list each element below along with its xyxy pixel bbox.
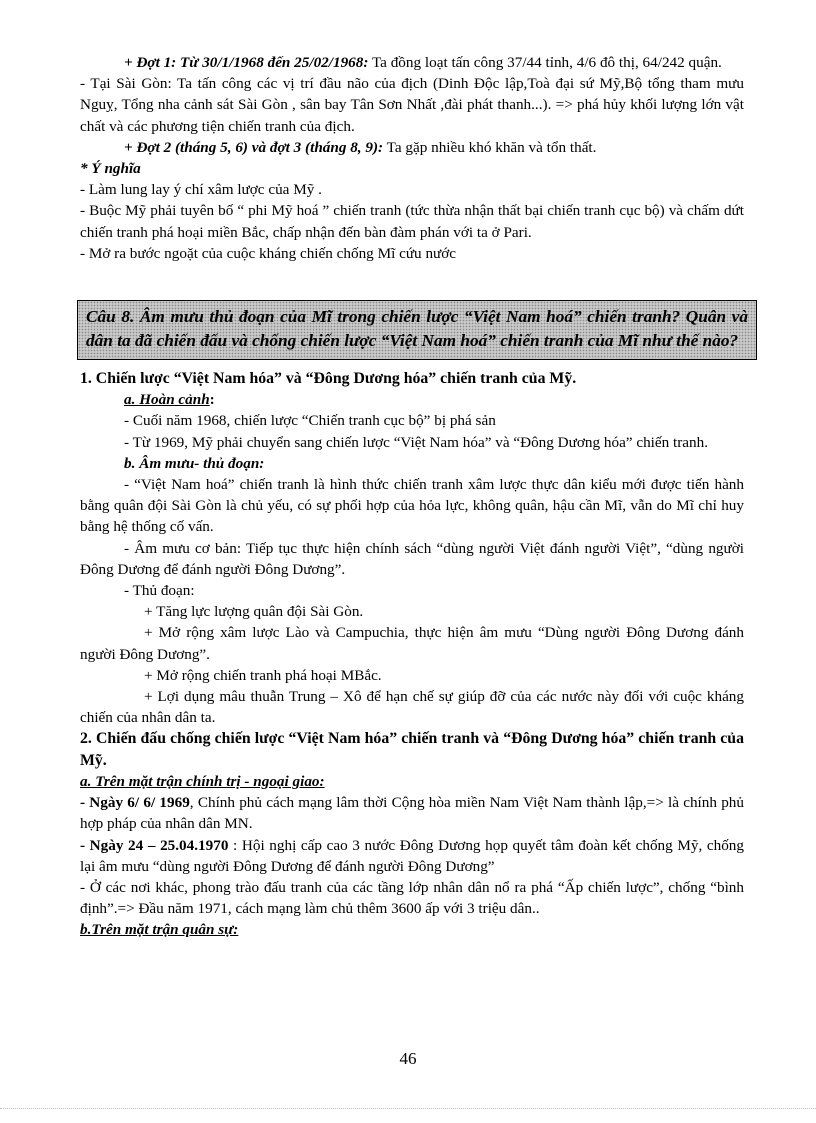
section-1a-colon: : <box>209 391 215 409</box>
y-nghia-heading: * Ý nghĩa <box>80 160 141 178</box>
event-1970-text: : Hội nghị cấp cao 3 nước Đông Dương họp quyết tâm đoàn kết chống Mỹ, chống lại âm mưu “dùng người Đông Dương để đánh người Đông Dương” <box>80 836 744 875</box>
dot-2-3-paragraph <box>80 137 744 158</box>
thu-doan-item: + Tăng lực lượng quân đội Sài Gòn. <box>144 603 364 621</box>
hoan-canh-item: - Từ 1969, Mỹ phải chuyển sang chiến lược “Việt Nam hóa” và “Đông Dương hóa” chiến tranh. <box>124 433 709 451</box>
thu-doan-item: + Mở rộng chiến tranh phá hoại MBắc. <box>144 666 382 684</box>
section-2a-heading: a. Trên mặt trận chính trị - ngoại giao: <box>80 772 325 790</box>
dot-2-3-label: + Đợt 2 (tháng 5, 6) và đợt 3 (tháng 8, 9): <box>124 138 384 156</box>
section-1a-heading <box>80 389 744 410</box>
page-break-line <box>0 1108 816 1109</box>
hoan-canh-item: - Cuối năm 1968, chiến lược “Chiến tranh cục bộ” bị phá sản <box>124 412 496 430</box>
viet-nam-hoa-definition: - “Việt Nam hoá” chiến tranh là hình thức chiến tranh xâm lược thực dân kiểu mới được tiến hành bằng quân đội Sài Gòn là chủ yếu, có sự phối hợp của hỏa lực, không quân, hậu cần Mĩ, vẫn do Mĩ chỉ huy bằng hệ thống cố vấn. <box>80 476 744 536</box>
thu-doan-label: - Thủ đoạn: <box>124 582 195 600</box>
event-1969-date: - Ngày 6/ 6/ 1969 <box>80 794 190 812</box>
section-2-heading: 2. Chiến đấu chống chiến lược “Việt Nam hóa” chiến tranh và “Đông Dương hóa” chiến tranh của Mỹ. <box>80 730 744 769</box>
page-number: 46 <box>399 1049 417 1068</box>
event-1969-text: , Chính phủ cách mạng lâm thời Cộng hòa miền Nam Việt Nam thành lập,=> là chính phủ hợp pháp của nhân dân MN. <box>80 794 744 833</box>
am-muu-co-ban: - Âm mưu cơ bản: Tiếp tục thực hiện chính sách “dùng người Việt đánh người Việt”, “dùng người Đông Dương để đánh người Đông Dương”. <box>80 539 744 578</box>
dot-1-text: Ta đồng loạt tấn công 37/44 tỉnh, 4/6 đô thị, 64/242 quận. <box>368 54 722 71</box>
question-box: Câu 8. Âm mưu thủ đoạn của Mĩ trong chiến lược “Việt Nam hoá” chiến tranh? Quân và dân ta đã chiến đấu và chống chiến lược “Việt Nam hoá” chiến tranh của Mĩ như thế nào? <box>77 300 757 360</box>
y-nghia-item: - Làm lung lay ý chí xâm lược của Mỹ . <box>80 181 322 199</box>
section-2b-heading: b.Trên mặt trận quân sự: <box>80 921 239 939</box>
event-1970 <box>80 835 744 877</box>
page-content <box>80 52 748 941</box>
section-1a-title: a. Hoàn cảnh <box>124 391 210 409</box>
section-1-heading: 1. Chiến lược “Việt Nam hóa” và “Đông Dương hóa” chiến tranh của Mỹ. <box>80 370 577 388</box>
spacer <box>80 264 744 294</box>
y-nghia-item: - Buộc Mỹ phải tuyên bố “ phi Mỹ hoá ” chiến tranh (tức thừa nhận thất bại chiến tranh cục bộ) và chấm dứt chiến tranh phá hoại miền Bắc, chấp nhận đến bàn đàm phán với ta ở Pari. <box>80 202 744 241</box>
event-1969 <box>80 792 744 834</box>
dot-2-3-text: Ta gặp nhiều khó khăn và tổn thất. <box>383 138 597 156</box>
thu-doan-item: + Mở rộng xâm lược Lào và Campuchia, thực hiện âm mưu “Dùng người Đông Dương đánh người Đông Dương”. <box>80 624 744 663</box>
event-other: - Ở các nơi khác, phong trào đấu tranh của các tầng lớp nhân dân nổ ra phá “Ấp chiến lược”, chống “bình định”.=> Đầu năm 1971, cách mạng làm chủ thêm 3600 ấp với 3 triệu dân.. <box>80 878 744 918</box>
event-1970-date: - Ngày 24 – 25.04.1970 <box>80 836 229 854</box>
saigon-paragraph: - Tại Sài Gòn: Ta tấn công các vị trí đầu não của địch (Dinh Độc lập,Toà đại sứ Mỹ,Bộ tổng tham mưu Nguỵ, Tổng nha cảnh sát Sài Gòn , sân bay Tân Sơn Nhất ,đài phát thanh...). => phá hủy khối lượng lớn vật chất và các phương tiện chiến tranh của địch. <box>80 75 744 135</box>
dot-1-paragraph <box>80 52 744 73</box>
section-1b-heading: b. Âm mưu- thủ đoạn: <box>124 454 265 472</box>
thu-doan-item: + Lợi dụng mâu thuẫn Trung – Xô để hạn chế sự giúp đỡ của các nước này đối với cuộc kháng chiến của nhân dân ta. <box>80 688 744 727</box>
y-nghia-item: - Mở ra bước ngoặt của cuộc kháng chiến chống Mĩ cứu nước <box>80 244 457 262</box>
dot-1-label: + Đợt 1: Từ 30/1/1968 đến 25/02/1968: <box>124 54 369 71</box>
